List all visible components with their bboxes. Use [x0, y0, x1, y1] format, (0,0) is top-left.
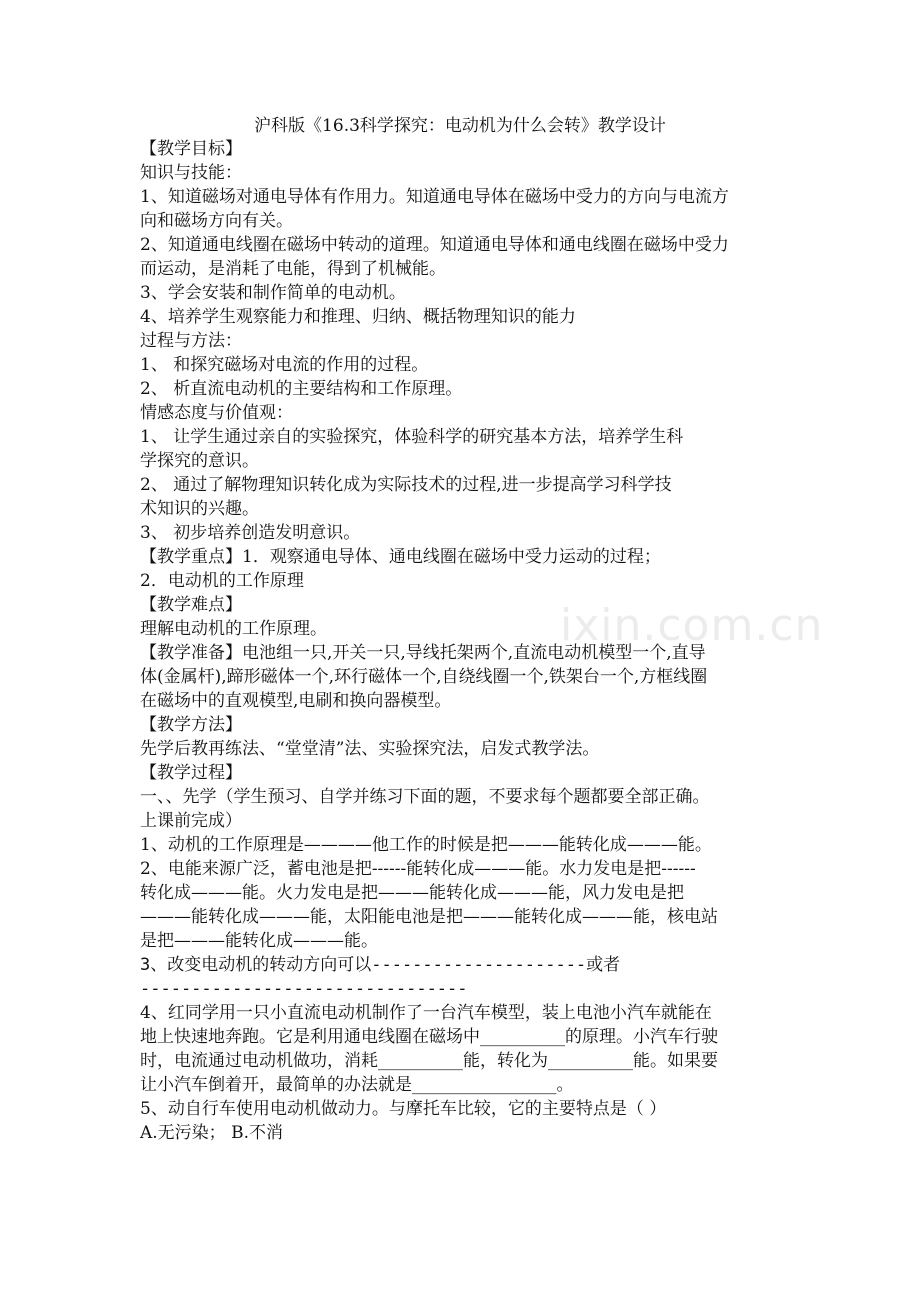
- section-heading: 【教学难点】: [140, 595, 242, 615]
- question-line: 4、红同学用一只小直流电动机制作了一台汽车模型，装上电池小汽车就能在: [140, 1003, 712, 1023]
- document-title: 沪科版《16.3科学探究：电动机为什么会转》教学设计: [254, 116, 666, 136]
- text-line: 1、 和探究磁场对电流的作用的过程。: [140, 355, 429, 375]
- text-line: 1、知道磁场对通电导体有作用力。知道通电导体在磁场中受力的方向与电流方: [140, 187, 729, 207]
- answer-options: A.无污染； B.不消: [140, 1123, 283, 1143]
- section-heading: 【教学准备】电池组一只,开关一只,导线托架两个,直流电动机模型一个,直导: [140, 643, 706, 663]
- text-line: 向和磁场方向有关。: [140, 211, 293, 231]
- question-line: 时，电流通过电动机做功，消耗__________能，转化为__________能。如果要: [140, 1051, 718, 1071]
- subheading: 知识与技能：: [140, 163, 242, 183]
- watermark: ixin.com.cn: [560, 600, 824, 651]
- subheading: 过程与方法：: [140, 331, 242, 351]
- text-line: 上课前完成）: [140, 811, 242, 831]
- text-line: 先学后教再练法、“堂堂清”法、实验探究法，启发式教学法。: [140, 739, 600, 759]
- question-line: ———能转化成———能，太阳能电池是把———能转化成———能，核电站: [140, 907, 718, 927]
- question-line: 5、动自行车使用电动机做动力。与摩托车比较，它的主要特点是（ ）: [140, 1099, 667, 1119]
- text-line: 2、 通过了解物理知识转化成为实际技术的过程,进一步提高学习科学技: [140, 475, 672, 495]
- text-line: 理解电动机的工作原理。: [140, 619, 327, 639]
- section-heading: 【教学过程】: [140, 763, 242, 783]
- question-line: 1、动机的工作原理是————他工作的时候是把———能转化成———能。: [140, 835, 712, 855]
- question-line: --------------------------------: [140, 979, 468, 999]
- question-line: 转化成———能。火力发电是把———能转化成———能，风力发电是把: [140, 883, 684, 903]
- text-line: 3、 初步培养创造发明意识。: [140, 523, 361, 543]
- text-line: 而运动，是消耗了电能，得到了机械能。: [140, 259, 446, 279]
- subheading: 情感态度与价值观：: [140, 403, 293, 423]
- text-line: 1、 让学生通过亲自的实验探究，体验科学的研究基本方法，培养学生科: [140, 427, 684, 447]
- text-line: 体(金属杆),蹄形磁体一个,环行磁体一个,自绕线圈一个,铁架台一个,方框线圈: [140, 667, 708, 687]
- question-line: 是把———能转化成———能。: [140, 931, 378, 951]
- question-line: 2、电能来源广泛，蓄电池是把------能转化成———能。水力发电是把------: [140, 859, 696, 879]
- section-heading: 【教学目标】: [140, 139, 242, 159]
- text-line: 2．电动机的工作原理: [140, 571, 304, 591]
- text-line: 2、 析直流电动机的主要结构和工作原理。: [140, 379, 463, 399]
- text-line: 4、培养学生观察能力和推理、归纳、概括物理知识的能力: [140, 307, 576, 327]
- question-line: 让小汽车倒着开，最简单的办法就是_________________。: [140, 1075, 574, 1095]
- section-heading: 【教学方法】: [140, 715, 242, 735]
- text-line: 一、、先学（学生预习、自学并练习下面的题，不要求每个题都要全部正确。: [140, 787, 710, 807]
- question-line: 地上快速地奔跑。它是利用通电线圈在磁场中__________的原理。小汽车行驶: [140, 1027, 718, 1047]
- text-line: 2、知道通电线圈在磁场中转动的道理。知道通电导体和通电线圈在磁场中受力: [140, 235, 729, 255]
- text-line: 学探究的意识。: [140, 451, 259, 471]
- section-heading: 【教学重点】1．观察通电导体、通电线圈在磁场中受力运动的过程；: [140, 547, 661, 567]
- text-line: 3、学会安装和制作简单的电动机。: [140, 283, 406, 303]
- text-line: 在磁场中的直观模型,电刷和换向器模型。: [140, 691, 452, 711]
- text-line: 术知识的兴趣。: [140, 499, 259, 519]
- question-line: 3、改变电动机的转动方向可以---------------------或者: [140, 955, 621, 975]
